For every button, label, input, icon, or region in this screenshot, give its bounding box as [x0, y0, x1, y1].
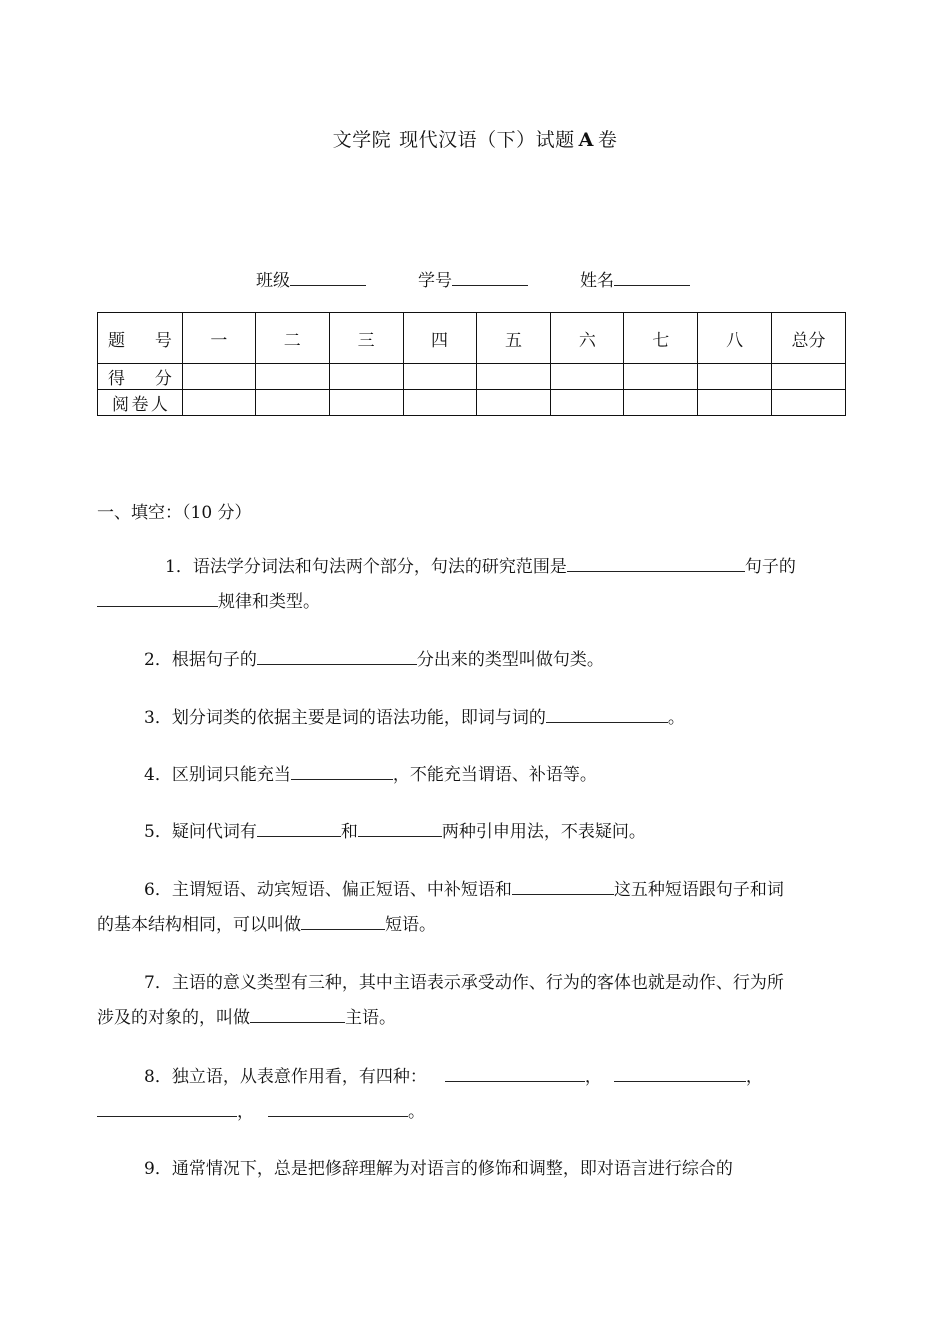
title-main: 现代汉语（下）试题: [399, 129, 575, 151]
separator: ，: [237, 1102, 254, 1122]
question-number: 8．: [144, 1067, 172, 1087]
answer-blank[interactable]: [614, 1065, 746, 1082]
question-text: 疑问代词有: [171, 822, 257, 842]
grader-cell[interactable]: [772, 390, 846, 416]
score-cell[interactable]: [698, 364, 772, 390]
question-5: [97, 815, 857, 850]
score-cell[interactable]: [255, 364, 329, 390]
question-text: 通常情况下，总是把修辞理解为对语言的修饰和调整，即对语言进行综合的: [171, 1159, 733, 1179]
question-number: 1．: [165, 557, 193, 577]
separator: ，: [745, 1067, 763, 1087]
question-number: 9．: [144, 1159, 172, 1179]
answer-blank[interactable]: [257, 820, 341, 837]
answer-blank[interactable]: [257, 648, 417, 665]
column-header: 四: [403, 313, 476, 364]
separator: ，: [584, 1067, 602, 1087]
question-2: [97, 643, 857, 678]
question-text: 划分词类的依据主要是词的语法功能，即词与词的: [171, 708, 546, 728]
grader-cell[interactable]: [551, 390, 624, 416]
class-label: 班级: [256, 271, 290, 291]
student-info: [256, 266, 736, 291]
row-label-question-number: 题 号: [98, 313, 183, 364]
question-text: 句子的: [744, 557, 796, 577]
grader-cell[interactable]: [476, 390, 551, 416]
id-blank[interactable]: [452, 270, 528, 286]
question-text: 两种引申用法，不表疑问。: [441, 822, 646, 842]
question-text: 和: [340, 822, 358, 842]
question-number: 6．: [144, 880, 172, 900]
column-header: 五: [476, 313, 551, 364]
name-blank[interactable]: [614, 270, 690, 286]
question-text: 主语。: [345, 1008, 396, 1028]
answer-blank[interactable]: [250, 1006, 345, 1023]
class-blank[interactable]: [290, 270, 366, 286]
column-header-total: 总分: [772, 313, 846, 364]
question-number: 5．: [144, 822, 172, 842]
section-heading: 一、填空：（10 分）: [97, 503, 252, 523]
question-number: 7．: [144, 973, 172, 993]
row-label-grader: 阅卷人: [98, 390, 183, 416]
question-text: 规律和类型。: [218, 592, 320, 612]
question-text: 主谓短语、动宾短语、偏正短语、中补短语和: [171, 880, 512, 900]
answer-blank[interactable]: [358, 820, 442, 837]
column-header: 一: [182, 313, 255, 364]
column-header: 八: [698, 313, 772, 364]
table-row-graders: [98, 390, 846, 416]
column-header: 三: [329, 313, 403, 364]
grader-cell[interactable]: [182, 390, 255, 416]
grader-cell[interactable]: [329, 390, 403, 416]
question-text: 根据句子的: [171, 650, 257, 670]
class-field: [256, 266, 418, 291]
question-text: 语法学分词法和句法两个部分，句法的研究范围是: [192, 557, 567, 577]
question-number: 2．: [144, 650, 172, 670]
column-header: 二: [255, 313, 329, 364]
title-suffix: 卷: [597, 129, 618, 151]
question-4: [97, 758, 857, 793]
column-header: 六: [551, 313, 624, 364]
grader-cell[interactable]: [255, 390, 329, 416]
score-cell[interactable]: [182, 364, 255, 390]
score-table: [97, 312, 846, 416]
answer-blank[interactable]: [445, 1065, 585, 1082]
table-row-scores: [98, 364, 846, 390]
title-paper-letter: A: [578, 129, 594, 151]
score-cell[interactable]: [476, 364, 551, 390]
question-6: [97, 873, 857, 943]
answer-blank[interactable]: [97, 590, 218, 607]
question-text: 。: [667, 708, 685, 728]
grader-cell[interactable]: [403, 390, 476, 416]
question-text: 这五种短语跟句子和词: [613, 880, 784, 900]
column-header: 七: [624, 313, 698, 364]
answer-blank[interactable]: [301, 913, 385, 930]
score-cell[interactable]: [403, 364, 476, 390]
answer-blank[interactable]: [512, 878, 614, 895]
separator: 。: [408, 1102, 425, 1122]
question-text: 短语。: [385, 915, 436, 935]
score-cell[interactable]: [624, 364, 698, 390]
question-number: 3．: [144, 708, 172, 728]
question-8: [97, 1060, 857, 1130]
row-label-score: 得 分: [98, 364, 183, 390]
question-text: ，不能充当谓语、补语等。: [392, 765, 597, 785]
score-cell[interactable]: [329, 364, 403, 390]
question-text: 主语的意义类型有三种，其中主语表示承受动作、行为的客体也就是动作、行为所: [171, 973, 784, 993]
answer-blank[interactable]: [546, 706, 668, 723]
answer-blank[interactable]: [97, 1100, 237, 1117]
table-row-question-numbers: [98, 313, 846, 364]
answer-blank[interactable]: [268, 1100, 408, 1117]
question-text: 独立语，从表意作用看，有四种：: [171, 1067, 427, 1087]
score-cell[interactable]: [551, 364, 624, 390]
page-title: [0, 125, 950, 152]
question-1: [97, 550, 857, 620]
score-cell-total[interactable]: [772, 364, 846, 390]
grader-cell[interactable]: [624, 390, 698, 416]
grader-cell[interactable]: [698, 390, 772, 416]
question-text: 的基本结构相同，可以叫做: [97, 915, 301, 935]
question-9: [97, 1152, 857, 1187]
question-7: [97, 966, 857, 1036]
name-label: 姓名: [580, 271, 614, 291]
title-prefix: 文学院: [332, 129, 392, 151]
id-field: [418, 266, 580, 291]
id-label: 学号: [418, 271, 452, 291]
question-text: 涉及的对象的，叫做: [97, 1008, 250, 1028]
question-3: [97, 701, 857, 736]
answer-blank[interactable]: [291, 763, 393, 780]
question-text: 分出来的类型叫做句类。: [416, 650, 604, 670]
answer-blank[interactable]: [567, 555, 745, 572]
name-field: [580, 266, 690, 291]
question-number: 4．: [144, 765, 172, 785]
question-text: 区别词只能充当: [171, 765, 291, 785]
